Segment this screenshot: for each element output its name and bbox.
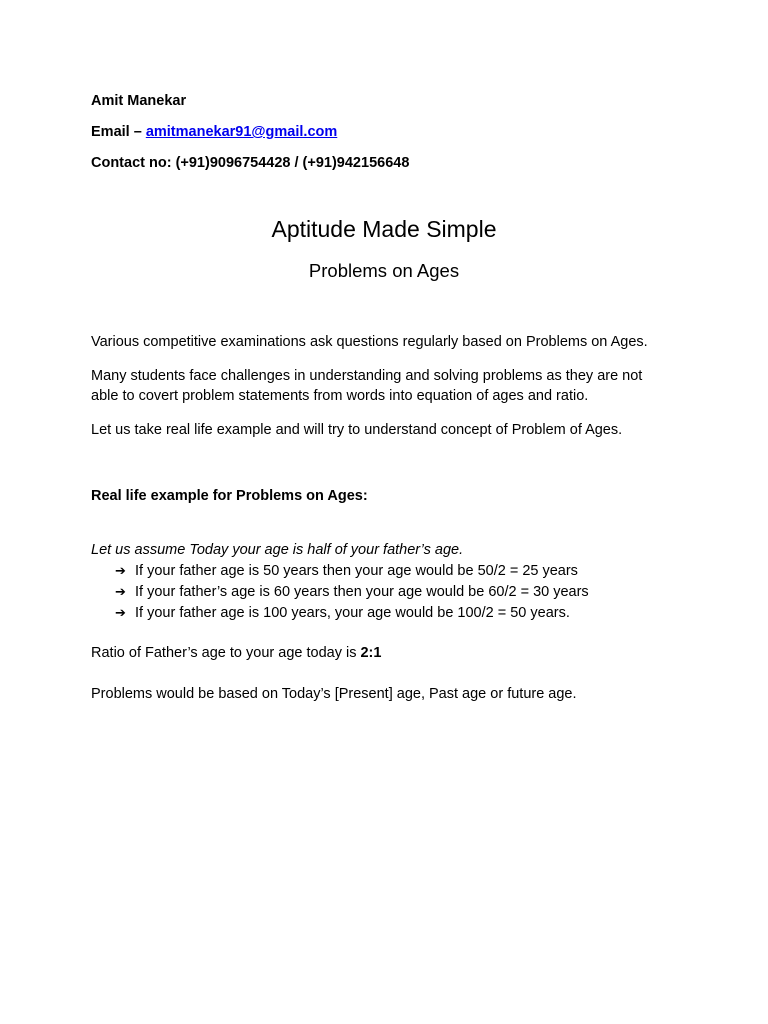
right-arrow-icon: ➔ — [115, 564, 126, 579]
ratio-line — [91, 643, 381, 663]
right-arrow-icon: ➔ — [115, 606, 126, 621]
email-link[interactable]: amitmanekar91@gmail.com — [145, 124, 338, 140]
document-title: Aptitude Made Simple — [271, 216, 497, 242]
example-heading: Real life example for Problems on Ages: — [91, 488, 368, 504]
contact-line: Contact no: (+91)9096754428 / (+91)942156648 — [91, 155, 410, 171]
author-name: Amit Manekar — [91, 93, 187, 109]
intro-paragraph-2-line-1: Many students face challenges in understanding and solving problems as they are not — [91, 368, 643, 384]
right-arrow-icon: ➔ — [115, 585, 126, 600]
example-assumption: Let us assume Today your age is half of your father’s age. — [91, 542, 464, 558]
intro-paragraph-1: Various competitive examinations ask questions regularly based on Problems on Ages. — [91, 334, 648, 350]
closing-paragraph: Problems would be based on Today’s [Present] age, Past age or future age. — [91, 686, 577, 702]
list-item-text: If your father’s age is 60 years then your age would be 60/2 = 30 years — [135, 584, 589, 600]
list-item — [115, 561, 578, 582]
ratio-text: Ratio of Father’s age to your age today is — [91, 645, 361, 661]
list-item — [115, 603, 570, 624]
intro-paragraph-3: Let us take real life example and will try to understand concept of Problem of Ages. — [91, 422, 623, 438]
document-subtitle: Problems on Ages — [308, 260, 460, 281]
email-line — [91, 122, 337, 142]
ratio-value: 2:1 — [360, 645, 382, 661]
email-label: Email – — [91, 124, 146, 140]
intro-paragraph-2-line-2: able to covert problem statements from words into equation of ages and ratio. — [91, 388, 589, 404]
list-item-text: If your father age is 100 years, your age would be 100/2 = 50 years. — [135, 605, 570, 621]
list-item-text: If your father age is 50 years then your age would be 50/2 = 25 years — [135, 563, 578, 579]
list-item — [115, 582, 589, 603]
